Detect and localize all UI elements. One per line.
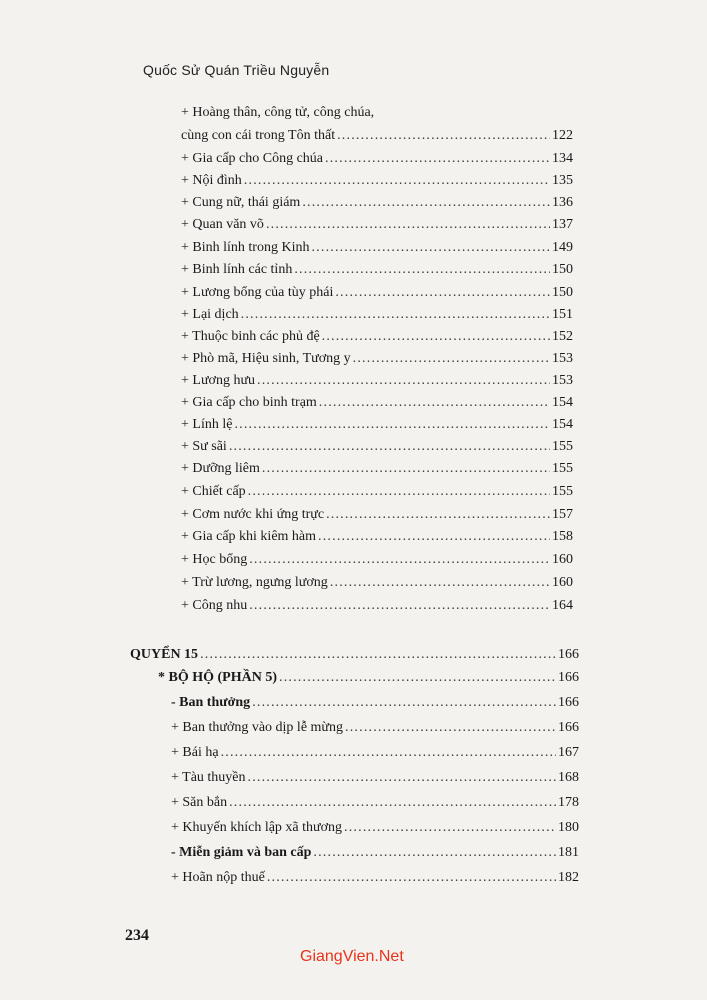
toc-entry-page: 164 — [552, 598, 573, 613]
toc-entry — [181, 528, 573, 546]
toc-entry — [181, 194, 573, 212]
toc-entry — [181, 172, 573, 190]
toc-entry — [181, 261, 573, 279]
leader-dots — [248, 483, 550, 501]
toc-entry-page: 155 — [552, 484, 573, 499]
leader-dots — [344, 819, 556, 837]
toc-entry-label: + Nội đình — [181, 173, 242, 188]
toc-entry-label: * BỘ HỘ (PHẦN 5) — [158, 670, 277, 685]
toc-entry-page: 154 — [552, 395, 573, 410]
toc-section-heading — [158, 669, 579, 687]
toc-entry-page: 151 — [552, 307, 573, 322]
toc-entry-label: + Cơm nước khi ứng trực — [181, 507, 325, 522]
leader-dots — [267, 869, 556, 887]
toc-entry-page: 150 — [552, 285, 573, 300]
toc-entry-label: + Gia cấp khi kiêm hàm — [181, 529, 317, 544]
toc-entry-page: 137 — [552, 217, 573, 232]
toc-entry-page: 166 — [558, 720, 579, 735]
toc-entry — [181, 328, 573, 346]
leader-dots — [319, 394, 550, 412]
toc-entry — [171, 719, 579, 737]
toc-entry-label: + Lương bổng của tùy phái — [181, 285, 334, 300]
toc-entry-page: 152 — [552, 329, 573, 344]
leader-dots — [229, 438, 550, 456]
toc-entry-label: + Quan văn võ — [181, 217, 264, 232]
toc-entry-label: + Gia cấp cho Công chúa — [181, 151, 324, 166]
toc-entry — [181, 394, 573, 412]
leader-dots — [252, 694, 556, 712]
toc-subsection-heading — [171, 844, 579, 862]
toc-entry-page: 182 — [558, 870, 579, 885]
toc-entry — [181, 350, 573, 368]
leader-dots — [221, 744, 556, 762]
toc-entry-label: cùng con cái trong Tôn thất — [181, 128, 336, 143]
leader-dots — [311, 239, 550, 257]
toc-entry-label: + Chiết cấp — [181, 484, 246, 499]
toc-entry-page: 153 — [552, 351, 573, 366]
toc-entry-page: 155 — [552, 439, 573, 454]
toc-entry-page: 136 — [552, 195, 573, 210]
toc-entry-label: QUYỂN 15 — [130, 647, 199, 662]
toc-entry-label: + Hoãn nộp thuế — [171, 870, 265, 885]
leader-dots — [244, 172, 550, 190]
toc-entry — [181, 506, 573, 524]
toc-entry-label: + Sư sãi — [181, 439, 227, 454]
toc-entry-label: + Công nhu — [181, 598, 248, 613]
toc-chapter-heading — [130, 646, 579, 664]
toc-entry-label: + Khuyến khích lập xã thương — [171, 820, 343, 835]
toc-entry-label: + Học bổng — [181, 552, 248, 567]
toc-entry-label: + Binh lính các tỉnh — [181, 262, 293, 277]
toc-entry — [181, 483, 573, 501]
toc-entry-page: 157 — [552, 507, 573, 522]
toc-entry-label: + Dưỡng liêm — [181, 461, 260, 476]
running-header: Quốc Sử Quán Triều Nguyễn — [143, 62, 330, 78]
toc-entry-label: + Lương hưu — [181, 373, 256, 388]
toc-entry-label: + Lính lệ — [181, 417, 233, 432]
toc-entry-page: 150 — [552, 262, 573, 277]
toc-entry-page: 167 — [558, 745, 579, 760]
leader-dots — [353, 350, 550, 368]
leader-dots — [248, 769, 556, 787]
toc-entry-label: + Cung nữ, thái giám — [181, 195, 301, 210]
leader-dots — [322, 328, 550, 346]
toc-entry — [181, 574, 573, 592]
toc-entry-page: 122 — [552, 128, 573, 143]
leader-dots — [262, 460, 550, 478]
toc-entry-label: + Bái hạ — [171, 745, 219, 760]
toc-entry — [181, 551, 573, 569]
leader-dots — [234, 416, 550, 434]
leader-dots — [313, 844, 556, 862]
leader-dots — [330, 574, 550, 592]
toc-entry — [181, 216, 573, 234]
toc-entry-page: 149 — [552, 240, 573, 255]
toc-entry — [181, 306, 573, 324]
leader-dots — [337, 127, 550, 145]
toc-entry — [181, 416, 573, 434]
toc-entry-label: + Tàu thuyền — [171, 770, 246, 785]
toc-entry-page: 155 — [552, 461, 573, 476]
toc-entry-page: 134 — [552, 151, 573, 166]
toc-entry-label: + Hoàng thân, công tử, công chúa, — [181, 105, 375, 120]
toc-entry-page: 160 — [552, 552, 573, 567]
toc-entry — [171, 744, 579, 762]
toc-entry — [181, 438, 573, 456]
toc-entry-label: + Săn bắn — [171, 795, 228, 810]
toc-entry-page: 180 — [558, 820, 579, 835]
watermark-text: GiangVien.Net — [300, 948, 404, 965]
leader-dots — [326, 506, 550, 524]
toc-entry — [171, 769, 579, 787]
leader-dots — [279, 669, 556, 687]
toc-entry-page: 166 — [558, 670, 579, 685]
leader-dots — [249, 597, 550, 615]
toc-entry-page: 154 — [552, 417, 573, 432]
leader-dots — [241, 306, 550, 324]
leader-dots — [229, 794, 556, 812]
toc-entry-page: 181 — [558, 845, 579, 860]
toc-entry-label: + Lại dịch — [181, 307, 239, 322]
toc-entry — [181, 239, 573, 257]
toc-entry — [181, 460, 573, 478]
leader-dots — [318, 528, 550, 546]
leader-dots — [249, 551, 550, 569]
toc-entry — [171, 794, 579, 812]
toc-entry-label: + Binh lính trong Kinh — [181, 240, 310, 255]
leader-dots — [200, 646, 556, 664]
toc-entry — [181, 104, 374, 122]
toc-entry — [181, 372, 573, 390]
toc-entry-label: - Ban thưởng — [171, 695, 251, 710]
toc-entry — [181, 597, 573, 615]
leader-dots — [345, 719, 556, 737]
toc-entry — [181, 150, 573, 168]
toc-entry-page: 160 — [552, 575, 573, 590]
toc-entry-page: 166 — [558, 695, 579, 710]
toc-entry-label: - Miễn giảm và ban cấp — [171, 845, 312, 860]
toc-entry-page: 168 — [558, 770, 579, 785]
toc-entry-label: + Ban thưởng vào dịp lễ mừng — [171, 720, 344, 735]
leader-dots — [266, 216, 550, 234]
toc-entry-page: 153 — [552, 373, 573, 388]
toc-entry-page: 178 — [558, 795, 579, 810]
toc-entry-label: + Trừ lương, ngưng lương — [181, 575, 328, 590]
toc-entry — [171, 819, 579, 837]
toc-entry-label: + Phò mã, Hiệu sinh, Tương y — [181, 351, 351, 366]
toc-entry — [181, 127, 573, 145]
leader-dots — [302, 194, 550, 212]
toc-entry-page: 158 — [552, 529, 573, 544]
page-number: 234 — [125, 927, 149, 944]
toc-entry-page: 166 — [558, 647, 579, 662]
toc-entry — [181, 284, 573, 302]
toc-entry-label: + Thuộc binh các phủ đệ — [181, 329, 320, 344]
toc-entry-page: 135 — [552, 173, 573, 188]
toc-entry-label: + Gia cấp cho binh trạm — [181, 395, 317, 410]
toc-subsection-heading — [171, 694, 579, 712]
leader-dots — [325, 150, 550, 168]
toc-entry — [171, 869, 579, 887]
leader-dots — [335, 284, 550, 302]
leader-dots — [294, 261, 550, 279]
leader-dots — [257, 372, 550, 390]
